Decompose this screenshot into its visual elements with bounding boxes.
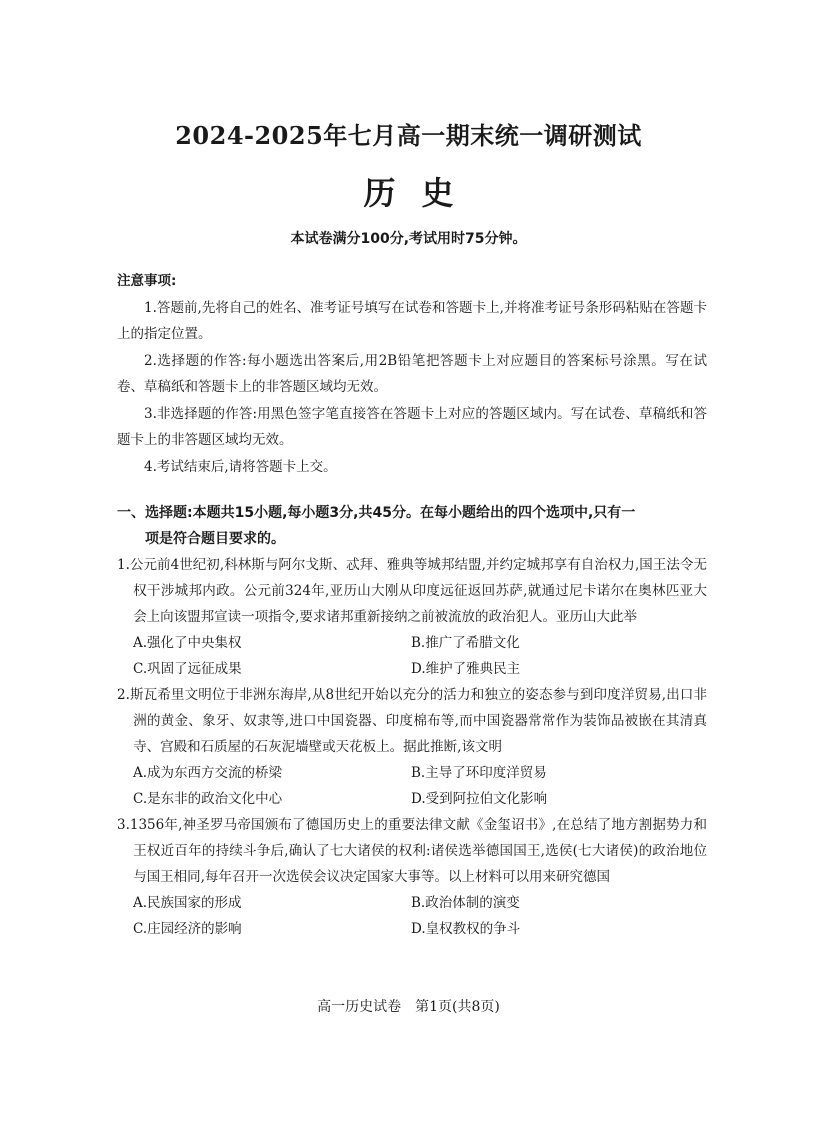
notice-item: 1.答题前,先将自己的姓名、准考证号填写在试卷和答题卡上,并将准考证号条形码粘贴在答题卡上的指定位置。 [117,299,707,342]
subject-title: 历史 [363,174,480,212]
notice-title: 注意事项: [117,273,177,289]
option-c: C.巩固了远征成果 [133,661,242,677]
option-b: B.政治体制的演变 [411,895,520,911]
question-stem: 2.斯瓦希里文明位于非洲东海岸,从8世纪开始以充分的活力和独立的姿态参与到印度洋贸易,出口非洲的黄金、象牙、奴隶等,进口中国瓷器、印度棉布等,而中国瓷器常常作为装饰品被嵌在其清真寺、宫殿和石质屋的石灰泥墙壁或天花板上。据此推断,该文明 [117,687,707,755]
question-1 [117,552,707,682]
question-2 [117,682,707,812]
option-a: A.民族国家的形成 [133,895,242,911]
option-c: C.庄园经济的影响 [133,921,242,937]
option-group [117,760,707,812]
exam-title: 2024-2025年七月高一期末统一调研测试 [175,121,642,150]
notice-item: 4.考试结束后,请将答题卡上交。 [144,458,337,475]
option-d: D.受到阿拉伯文化影响 [411,791,548,807]
exam-meta: 本试卷满分100分,考试用时75分钟。 [290,231,527,247]
option-b: B.推广了希腊文化 [411,635,520,651]
option-group [117,630,707,682]
notice-block [117,268,707,480]
notice-item: 3.非选择题的作答:用黑色签字笔直接答在答题卡上对应的答题区域内。写在试卷、草稿纸和答题卡上的非答题区域均无效。 [117,405,707,448]
option-b: B.主导了环印度洋贸易 [411,765,547,781]
option-a: A.强化了中央集权 [133,635,242,651]
option-group [117,890,707,942]
option-a: A.成为东西方交流的桥梁 [133,765,283,781]
section-heading-line: 一、选择题:本题共15小题,每小题3分,共45分。在每小题给出的四个选项中,只有一 [117,505,636,521]
option-d: D.皇权教权的争斗 [411,921,521,937]
section-heading [117,500,707,552]
question-stem: 3.1356年,神圣罗马帝国颁布了德国历史上的重要法律文献《金玺诏书》,在总结了地方割据势力和王权近百年的持续斗争后,确认了七大诸侯的权利:诸侯选举德国国王,选侯(七大诸侯)的政治地位与国王相同,每年召开一次选侯会议决定国家大事等。以上材料可以用来研究德国 [117,817,707,885]
section-heading-line: 项是符合题目要求的。 [145,531,285,547]
question-list [117,552,707,942]
question-3 [117,812,707,942]
notice-item: 2.选择题的作答:每小题选出答案后,用2B铅笔把答题卡上对应题目的答案标号涂黑。写在试卷、草稿纸和答题卡上的非答题区域均无效。 [117,352,707,395]
question-stem: 1.公元前4世纪初,科林斯与阿尔戈斯、忒拜、雅典等城邦结盟,并约定城邦享有自治权力,国王法令无权干涉城邦内政。公元前324年,亚历山大刚从印度远征返回苏萨,就通过尼卡诺尔在奥林匹亚大会上向该盟邦宣读一项指令,要求诸邦重新接纳之前被流放的政治犯人。亚历山大此举 [117,557,707,625]
option-d: D.维护了雅典民主 [411,661,521,677]
option-c: C.是东非的政治文化中心 [133,791,283,807]
page-footer: 高一历史试卷 第1页(共8页) [317,999,500,1015]
